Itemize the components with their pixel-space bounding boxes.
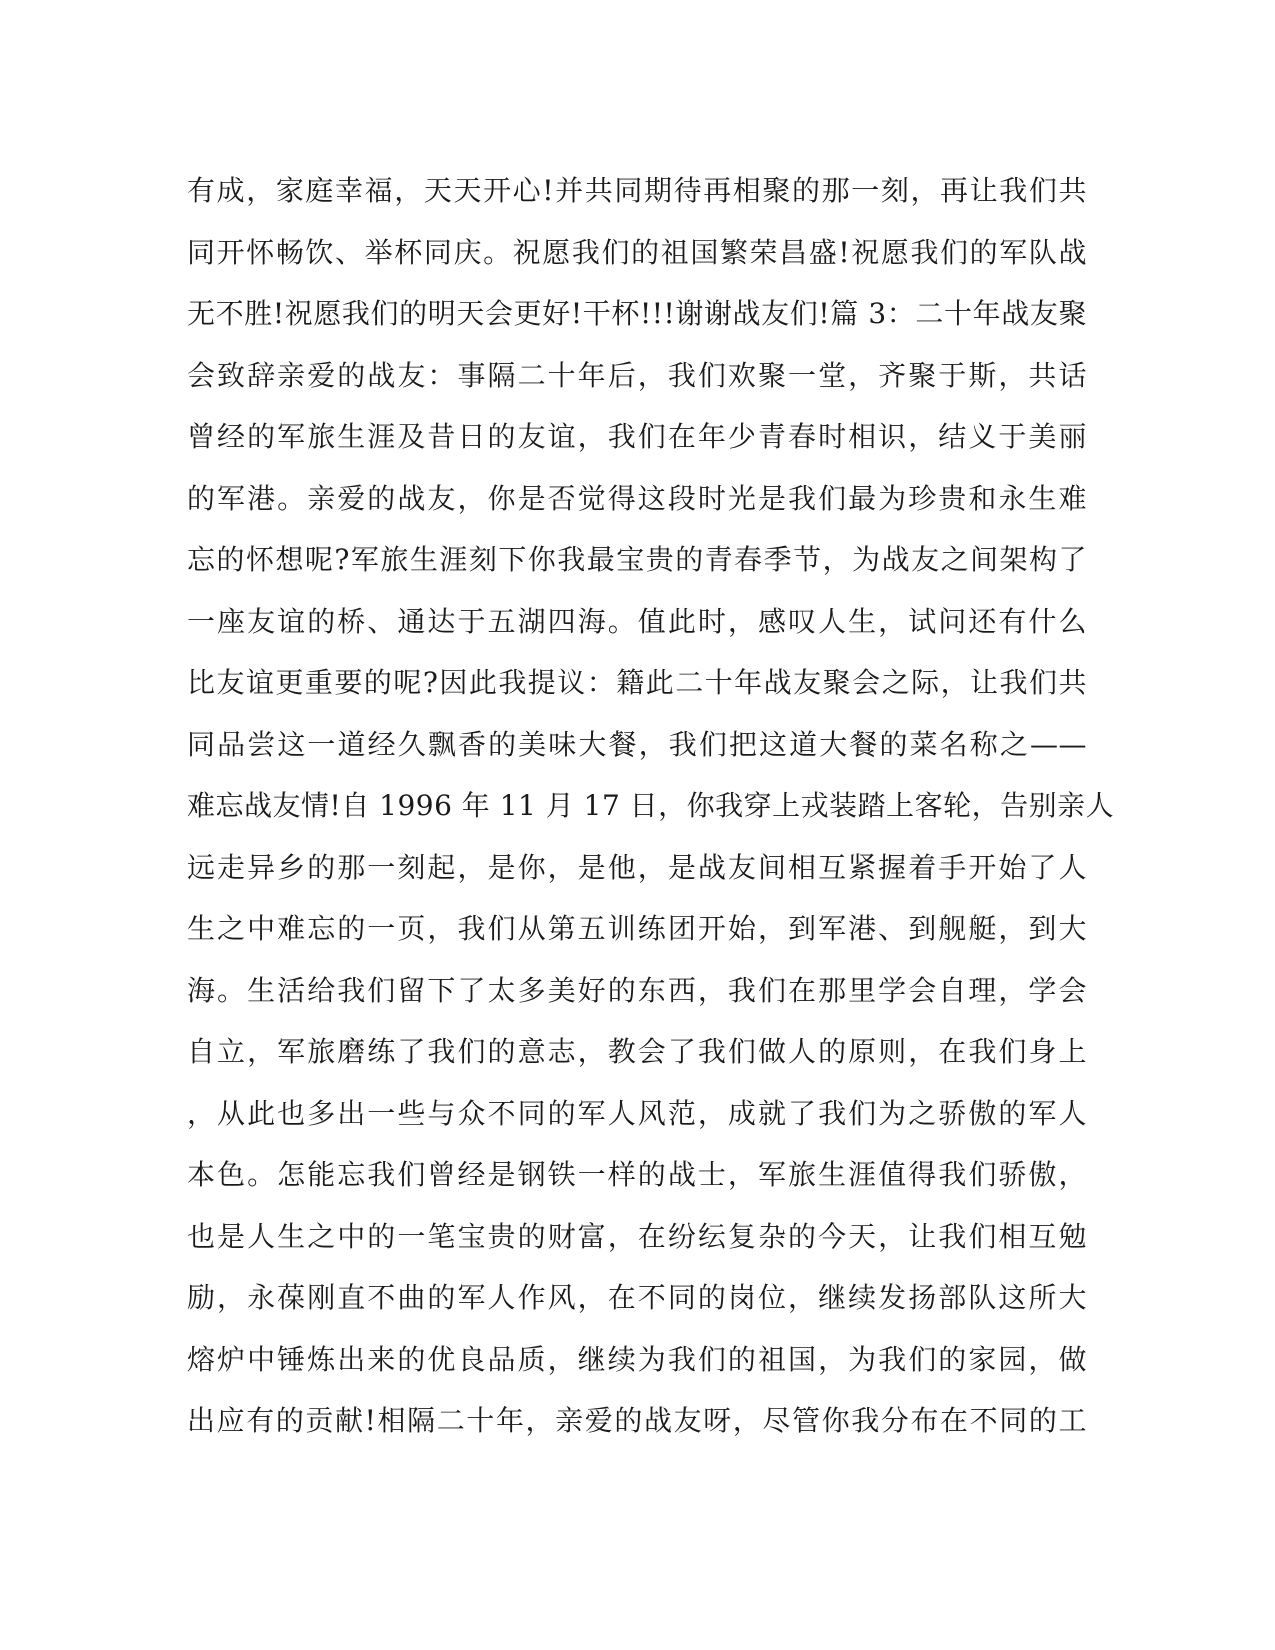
text-line-3: 无不胜!祝愿我们的明天会更好!干杯!!!谢谢战友们!篇 3：二十年战友聚: [187, 297, 1087, 330]
text-line-11: 难忘战友情!自 1996 年 11 月 17 日，你我穿上戎装踏上客轮，告别亲人: [187, 789, 1115, 822]
text-line-4: 会致辞亲爱的战友：事隔二十年后，我们欢聚一堂，齐聚于斯，共话: [187, 358, 1087, 392]
body-text: [187, 160, 1115, 1452]
text-line-19: 励，永葆刚直不曲的军人作风，在不同的岗位，继续发扬部队这所大: [187, 1281, 1087, 1314]
text-line-7: 忘的怀想呢?军旅生涯刻下你我最宝贵的青春季节，为战友之间架构了: [187, 543, 1087, 576]
text-line-9: 比友谊更重要的呢?因此我提议：籍此二十年战友聚会之际，让我们共: [187, 666, 1087, 699]
text-line-17: 本色。怎能忘我们曾经是钢铁一样的战士，军旅生涯值得我们骄傲，: [187, 1158, 1087, 1191]
text-line-6: 的军港。亲爱的战友，你是否觉得这段时光是我们最为珍贵和永生难: [187, 481, 1087, 515]
text-line-18: 也是人生之中的一笔宝贵的财富，在纷纭复杂的今天，让我们相互勉: [187, 1219, 1087, 1253]
text-line-12: 远走异乡的那一刻起，是你，是他，是战友间相互紧握着手开始了人: [187, 850, 1087, 884]
text-line-14: 海。生活给我们留下了太多美好的东西，我们在那里学会自理，学会: [187, 973, 1087, 1007]
text-line-13: 生之中难忘的一页，我们从第五训练团开始，到军港、到舰艇，到大: [187, 912, 1087, 945]
text-line-1: 有成，家庭幸福，天天开心!并共同期待再相聚的那一刻，再让我们共: [187, 174, 1087, 207]
text-line-5: 曾经的军旅生涯及昔日的友谊，我们在年少青春时相识，结义于美丽: [187, 420, 1087, 453]
text-line-15: 自立，军旅磨练了我们的意志，教会了我们做人的原则，在我们身上: [187, 1035, 1087, 1068]
text-line-8: 一座友谊的桥、通达于五湖四海。值此时，感叹人生，试问还有什么: [187, 604, 1087, 638]
text-line-21: 出应有的贡献!相隔二十年，亲爱的战友呀，尽管你我分布在不同的工: [187, 1404, 1087, 1437]
text-line-16: ，从此也多出一些与众不同的军人风范，成就了我们为之骄傲的军人: [187, 1096, 1087, 1130]
text-line-10: 同品尝这一道经久飘香的美味大餐，我们把这道大餐的菜名称之——: [187, 727, 1087, 761]
text-line-20: 熔炉中锤炼出来的优良品质，继续为我们的祖国，为我们的家园，做: [187, 1342, 1087, 1376]
text-line-2: 同开怀畅饮、举杯同庆。祝愿我们的祖国繁荣昌盛!祝愿我们的军队战: [187, 235, 1087, 269]
